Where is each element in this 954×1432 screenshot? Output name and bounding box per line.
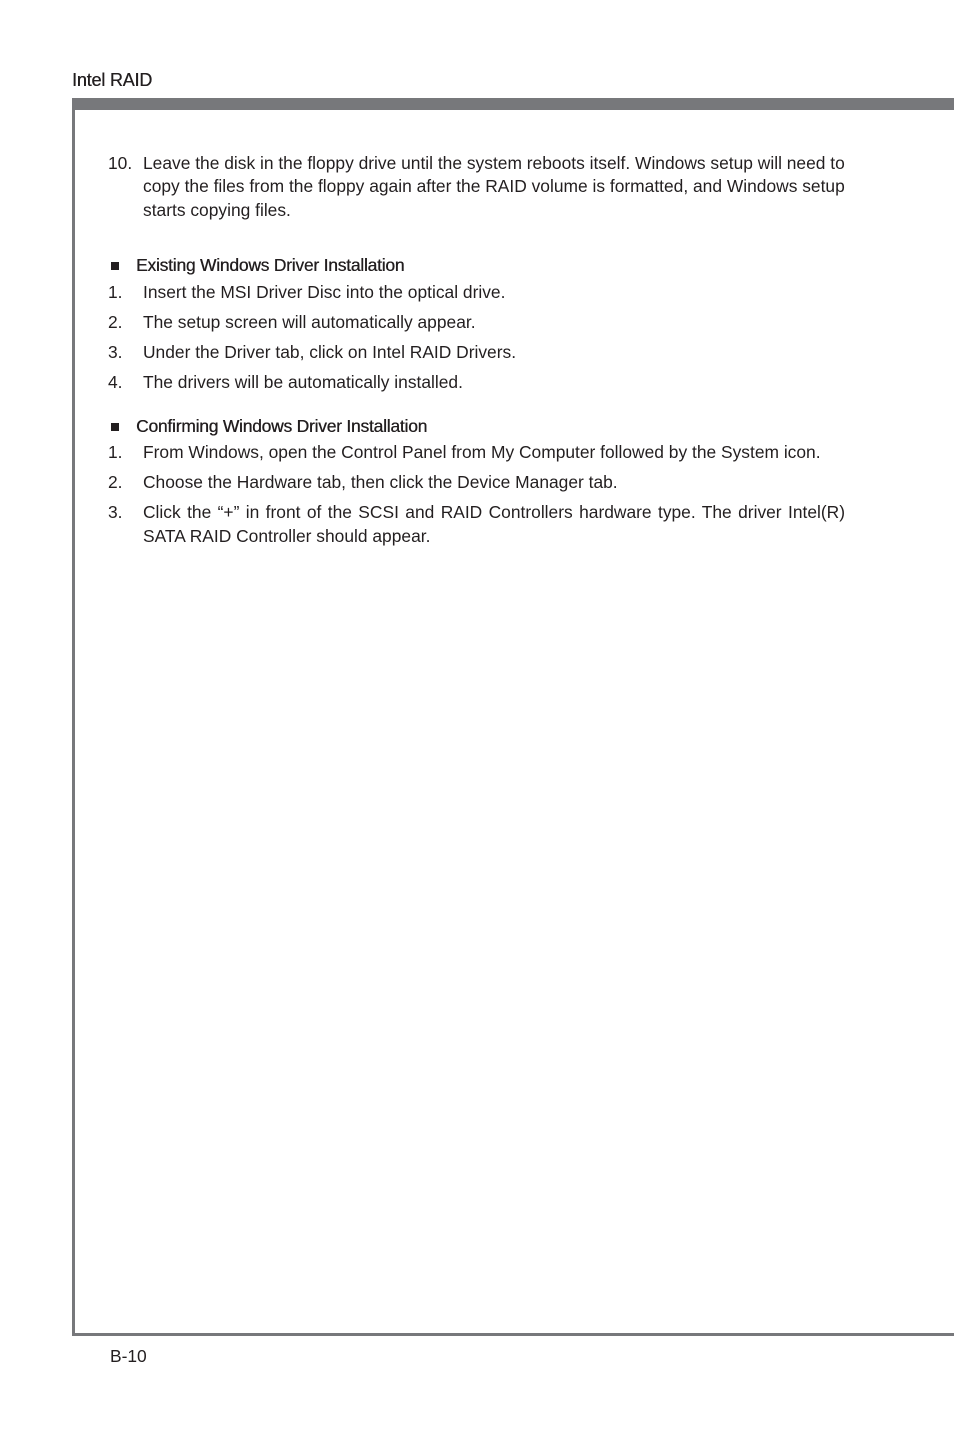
step-text: Under the Driver tab, click on Intel RAID Drivers. [143, 341, 517, 362]
section-heading-text: Confirming Windows Driver Installation [136, 416, 428, 437]
list-item [108, 501, 845, 548]
list-item [108, 441, 845, 464]
step-number: 4. [108, 371, 123, 392]
existing-steps-list [108, 281, 845, 394]
step-text: Insert the MSI Driver Disc into the optical drive. [143, 281, 506, 302]
step-10 [108, 152, 845, 222]
page-number: B-10 [110, 1346, 147, 1366]
step-number: 3. [108, 341, 123, 362]
section-heading-text: Existing Windows Driver Installation [136, 255, 405, 276]
step-number: 10. [108, 153, 133, 173]
header-bar [72, 98, 954, 110]
step-number: 3. [108, 502, 123, 523]
list-item [108, 471, 845, 494]
page-header-title: Intel RAID [72, 70, 153, 90]
page-content [108, 152, 845, 555]
step-number: 1. [108, 281, 123, 302]
step-number: 2. [108, 311, 123, 332]
step-number: 2. [108, 472, 123, 493]
list-item [108, 371, 845, 394]
step-number: 1. [108, 442, 123, 463]
section-heading-existing [108, 254, 845, 277]
step-text: Choose the Hardware tab, then click the Device Manager tab. [143, 472, 618, 493]
list-item [108, 311, 845, 334]
step-text: The setup screen will automatically appear. [143, 311, 476, 332]
confirming-steps-list [108, 441, 845, 548]
square-bullet-icon [111, 262, 119, 270]
left-border [72, 98, 75, 1336]
list-item [108, 281, 845, 304]
step-text: The drivers will be automatically installed. [143, 371, 463, 392]
square-bullet-icon [111, 423, 119, 431]
bottom-border [72, 1333, 954, 1336]
step-text: From Windows, open the Control Panel from My Computer followed by the System icon. [143, 442, 821, 463]
step-text: Click the “+” in front of the SCSI and RAID Controllers hardware type. The driver Intel(R) SATA RAID Controller should appear. [143, 502, 845, 546]
step-text: Leave the disk in the floppy drive until the system reboots itself. Windows setup will need to copy the files from the floppy again after the RAID volume is formatted, and Windows setup starts copying files. [143, 153, 845, 220]
list-item [108, 341, 845, 364]
section-heading-confirming [108, 415, 845, 438]
